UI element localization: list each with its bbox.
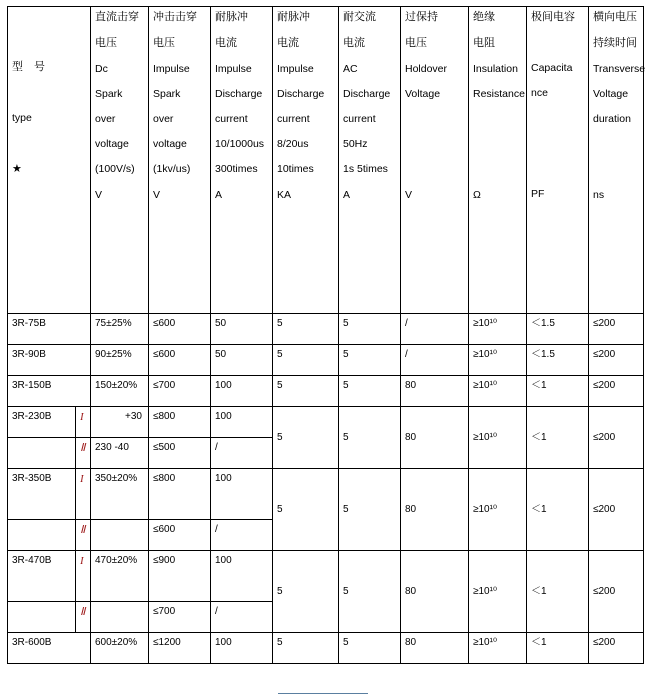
cell-impulse-current-a: 100 [211,633,273,664]
cell-ac-current: 5 [339,633,401,664]
cell-impulse-current-ka: 5 [273,345,339,376]
header-row [8,7,644,314]
cell-insulation: ≥10¹⁰ [469,345,527,376]
cell-impulse-voltage: ≤600 [149,520,211,551]
header-type [8,7,91,314]
cell-subtype: I [76,551,91,602]
cell-type: 3R-350B [8,469,76,520]
cell-impulse-current-ka: 5 [273,407,339,469]
cell-ac-current: 5 [339,469,401,551]
cell-type [8,438,76,469]
table-row [8,345,644,376]
cell-impulse-current-a: 100 [211,551,273,602]
cell-impulse-current-a: 100 [211,376,273,407]
cell-dc [91,520,149,551]
cell-transverse: ≤200 [589,407,644,469]
cell-impulse-voltage: ≤900 [149,551,211,602]
table-row [8,376,644,407]
cell-transverse: ≤200 [589,314,644,345]
header-type-en: type [12,112,32,125]
cell-holdover: / [401,345,469,376]
cell-holdover: 80 [401,551,469,633]
cell-dc [91,602,149,633]
cell-transverse: ≤200 [589,376,644,407]
cell-transverse: ≤200 [589,551,644,633]
cell-insulation: ≥10¹⁰ [469,551,527,633]
cell-impulse-current-ka: 5 [273,551,339,633]
table-row [8,551,644,602]
cell-capacitance: ＜1.5 [527,345,589,376]
cell-impulse-voltage: ≤700 [149,602,211,633]
cell-impulse-voltage: ≤500 [149,438,211,469]
cell-subtype: Ⅱ [76,602,91,633]
cell-transverse: ≤200 [589,469,644,551]
cell-ac-current: 5 [339,551,401,633]
cell-type: 3R-90B [8,345,91,376]
cell-holdover: 80 [401,633,469,664]
cell-impulse-voltage: ≤700 [149,376,211,407]
cell-impulse-current-a: 100 [211,469,273,520]
cell-impulse-current-a: / [211,602,273,633]
cell-insulation: ≥10¹⁰ [469,633,527,664]
cell-type [8,520,76,551]
header-ac-discharge-current: 耐交流 电流 AC Discharge current 50Hz 1s 5times A [339,7,401,314]
cell-type [8,602,76,633]
header-impulse-discharge-current-a: 耐脉冲 电流 Impulse Discharge current 10/1000us 300times A [211,7,273,314]
header-impulse-discharge-current-ka: 耐脉冲 电流 Impulse Discharge current 8/20us 10times KA [273,7,339,314]
cell-holdover: 80 [401,376,469,407]
cell-insulation: ≥10¹⁰ [469,376,527,407]
footer-rule [278,693,368,694]
cell-capacitance: ＜1.5 [527,314,589,345]
cell-holdover: 80 [401,469,469,551]
cell-impulse-voltage: ≤800 [149,469,211,520]
cell-type: 3R-150B [8,376,91,407]
cell-type: 3R-230B [8,407,76,438]
cell-dc: 90±25% [91,345,149,376]
cell-capacitance: ＜1 [527,551,589,633]
cell-ac-current: 5 [339,407,401,469]
header-type-star: ★ [12,162,22,175]
cell-impulse-current-a: / [211,438,273,469]
cell-dc: +30 [91,407,149,438]
cell-capacitance: ＜1 [527,469,589,551]
cell-impulse-current-a: / [211,520,273,551]
page-footer-decoration [0,688,646,696]
table-body [8,314,644,664]
cell-dc: 600±20% [91,633,149,664]
cell-impulse-current-ka: 5 [273,376,339,407]
cell-capacitance: ＜1 [527,633,589,664]
table-row [8,469,644,520]
table-row [8,314,644,345]
cell-holdover: / [401,314,469,345]
cell-impulse-voltage: ≤600 [149,345,211,376]
cell-type: 3R-600B [8,633,91,664]
cell-dc: 150±20% [91,376,149,407]
cell-impulse-current-a: 100 [211,407,273,438]
table-header [8,7,644,314]
cell-impulse-current-ka: 5 [273,633,339,664]
header-capacitance: 极间电容 Capacita nce PF [527,7,589,314]
cell-dc: 350±20% [91,469,149,520]
header-holdover-voltage: 过保持 电压 Holdover Voltage V [401,7,469,314]
cell-impulse-voltage: ≤800 [149,407,211,438]
cell-type: 3R-75B [8,314,91,345]
cell-ac-current: 5 [339,376,401,407]
header-transverse-voltage-duration: 横向电压 持续时间 Transverse Voltage duration ns [589,7,644,314]
table-row [8,407,644,438]
cell-capacitance: ＜1 [527,376,589,407]
cell-impulse-current-a: 50 [211,345,273,376]
cell-impulse-current-ka: 5 [273,469,339,551]
cell-impulse-voltage: ≤600 [149,314,211,345]
cell-impulse-current-a: 50 [211,314,273,345]
cell-dc: 75±25% [91,314,149,345]
table-row [8,633,644,664]
cell-dc: 470±20% [91,551,149,602]
cell-subtype: I [76,407,91,438]
cell-subtype: I [76,469,91,520]
specification-table [7,6,644,664]
cell-type: 3R-470B [8,551,76,602]
cell-transverse: ≤200 [589,345,644,376]
cell-insulation: ≥10¹⁰ [469,469,527,551]
cell-transverse: ≤200 [589,633,644,664]
header-dc-spark-over-voltage: 直流击穿 电压 Dc Spark over voltage (100V/s) V [91,7,149,314]
header-type-cn: 型 号 [12,61,45,74]
cell-holdover: 80 [401,407,469,469]
header-impulse-spark-over-voltage: 冲击击穿 电压 Impulse Spark over voltage (1kv/us) V [149,7,211,314]
cell-impulse-current-ka: 5 [273,314,339,345]
cell-ac-current: 5 [339,314,401,345]
cell-capacitance: ＜1 [527,407,589,469]
cell-ac-current: 5 [339,345,401,376]
cell-impulse-voltage: ≤1200 [149,633,211,664]
cell-subtype: Ⅱ [76,520,91,551]
cell-dc: 230 -40 [91,438,149,469]
cell-insulation: ≥10¹⁰ [469,314,527,345]
header-insulation-resistance: 绝缘 电阻 Insulation Resistance Ω [469,7,527,314]
cell-insulation: ≥10¹⁰ [469,407,527,469]
cell-subtype: Ⅱ [76,438,91,469]
